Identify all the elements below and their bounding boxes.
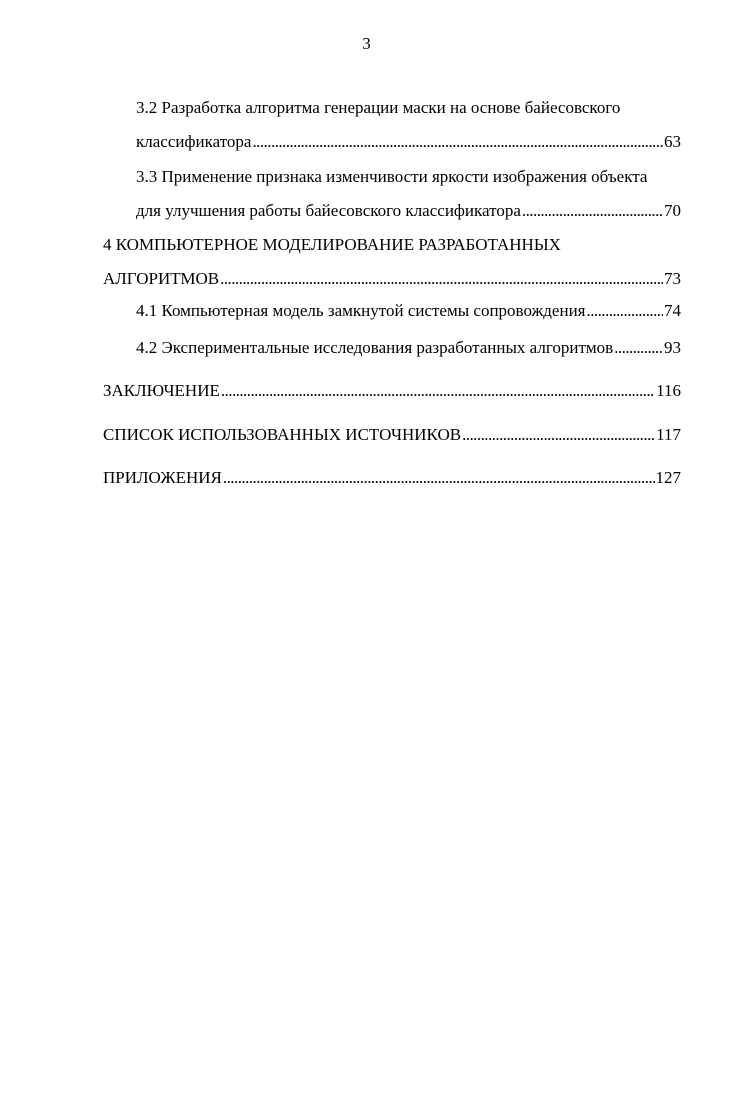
toc-entry-page: 73 — [664, 269, 681, 288]
toc-entry-references[interactable] — [103, 418, 681, 452]
toc-entry-page: 127 — [655, 468, 681, 487]
toc-entry-title: ЗАКЛЮЧЕНИЕ — [103, 381, 220, 400]
dot-leader — [252, 125, 663, 159]
dot-leader — [614, 331, 663, 365]
toc-entry-page: 116 — [656, 381, 681, 400]
toc-entry-page: 117 — [656, 425, 681, 444]
toc-entry-line: 4 КОМПЬЮТЕРНОЕ МОДЕЛИРОВАНИЕ РАЗРАБОТАННЫХ — [103, 235, 561, 254]
dot-leader — [587, 294, 664, 328]
dot-leader — [220, 262, 663, 296]
toc-entry-title: АЛГОРИТМОВ — [103, 269, 220, 288]
dot-leader — [223, 461, 655, 495]
toc-entry-4[interactable] — [103, 228, 681, 296]
dot-leader — [462, 418, 655, 452]
toc-entry-title: 4.2 Экспериментальные исследования разработанных алгоритмов — [136, 338, 614, 357]
toc-entry-4-2[interactable] — [136, 331, 681, 365]
page-number: 3 — [362, 34, 371, 53]
toc-entry-title: 4.1 Компьютерная модель замкнутой системы сопровождения — [136, 301, 586, 320]
toc-entry-3-2[interactable] — [136, 91, 681, 159]
toc-entry-line: 3.2 Разработка алгоритма генерации маски на основе байесовского — [136, 98, 621, 117]
toc-entry-3-3[interactable] — [136, 160, 681, 228]
toc-entry-line: 3.3 Применение признака изменчивости яркости изображения объекта — [136, 167, 648, 186]
toc-entry-4-1[interactable] — [136, 294, 681, 328]
dot-leader — [522, 194, 663, 228]
toc-entry-title: для улучшения работы байесовского классификатора — [136, 201, 521, 220]
toc-entry-conclusion[interactable] — [103, 374, 681, 408]
toc-entry-page: 63 — [664, 132, 681, 151]
toc-entry-title: классификатора — [136, 132, 252, 151]
toc-entry-appendices[interactable] — [103, 461, 681, 495]
toc-entry-title: СПИСОК ИСПОЛЬЗОВАННЫХ ИСТОЧНИКОВ — [103, 425, 462, 444]
toc-entry-page: 93 — [664, 338, 681, 357]
toc-entry-title: ПРИЛОЖЕНИЯ — [103, 468, 222, 487]
toc-entry-page: 70 — [664, 201, 681, 220]
toc-entry-page: 74 — [664, 301, 681, 320]
dot-leader — [221, 374, 655, 408]
